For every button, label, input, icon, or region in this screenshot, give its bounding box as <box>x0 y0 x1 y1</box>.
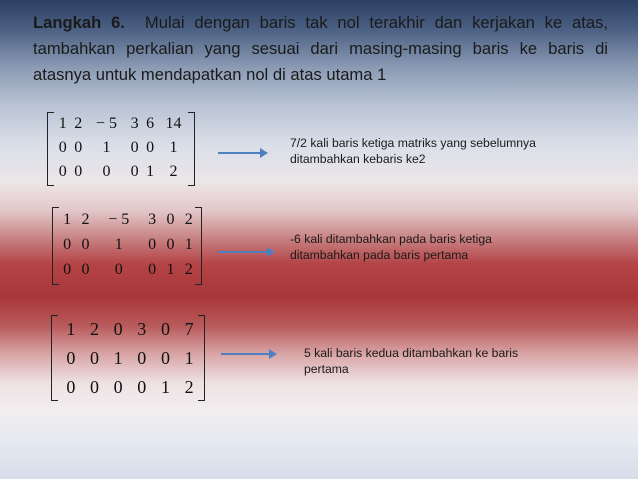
matrix-row <box>59 373 201 402</box>
matrix-cell: 0 <box>66 377 76 397</box>
right-bracket <box>188 112 195 186</box>
matrix-cell: 0 <box>63 260 72 278</box>
matrix-row <box>59 315 201 344</box>
matrix-cell: 6 <box>146 115 155 132</box>
matrix-row <box>58 232 198 257</box>
matrix-cell: 2 <box>74 115 83 132</box>
matrix-cell: 0 <box>81 260 90 278</box>
matrix-cell: 1 <box>146 163 155 180</box>
matrix-1 <box>47 112 195 186</box>
matrix-cell: 1 <box>102 139 111 156</box>
matrix-cell: 3 <box>148 210 157 228</box>
matrix-2 <box>52 207 202 285</box>
matrix-cell: 2 <box>184 377 194 397</box>
step-heading <box>33 10 608 88</box>
matrix-cell: 0 <box>130 163 139 180</box>
matrix-cell: 0 <box>114 260 123 278</box>
matrix-cell: − 5 <box>95 115 117 132</box>
matrix-cell: 0 <box>160 319 170 339</box>
matrix-cell: 1 <box>58 115 67 132</box>
matrix-cell: 0 <box>63 235 72 253</box>
matrix-cell: 1 <box>184 235 193 253</box>
matrix-cell: 0 <box>89 377 99 397</box>
note-3: 5 kali baris kedua ditambahkan ke baris pertama <box>304 346 519 376</box>
matrix-cell: 1 <box>63 210 72 228</box>
matrix-cell: 2 <box>169 163 178 180</box>
matrix-1-table <box>55 112 189 184</box>
matrix-cell: 0 <box>137 377 147 397</box>
matrix-3-table <box>59 315 201 402</box>
arrow-icon <box>218 152 266 154</box>
matrix-cell: 3 <box>137 319 147 339</box>
matrix-cell: 0 <box>66 348 76 368</box>
matrix-cell: 3 <box>130 115 139 132</box>
matrix-cell: 0 <box>81 235 90 253</box>
arrow-icon <box>221 353 275 355</box>
matrix-cell: 0 <box>130 139 139 156</box>
matrix-cell: 0 <box>166 210 175 228</box>
matrix-cell: 0 <box>58 163 67 180</box>
left-bracket <box>47 112 54 186</box>
matrix-cell: 0 <box>102 163 111 180</box>
matrix-cell: 0 <box>148 235 157 253</box>
step-label: Langkah 6. <box>33 13 125 32</box>
matrix-row <box>58 207 198 232</box>
matrix-row <box>55 160 189 184</box>
matrix-cell: 1 <box>160 377 170 397</box>
matrix-cell: 0 <box>74 163 83 180</box>
matrix-row <box>55 112 189 136</box>
matrix-cell: 0 <box>113 319 123 339</box>
matrix-cell: 0 <box>137 348 147 368</box>
matrix-cell: 2 <box>184 210 193 228</box>
matrix-row <box>58 257 198 282</box>
note-1: 7/2 kali baris ketiga matriks yang sebelumnya ditambahkan kebaris ke2 <box>290 136 536 166</box>
arrow-icon <box>218 251 273 253</box>
matrix-row <box>59 344 201 373</box>
matrix-cell: 1 <box>166 260 175 278</box>
matrix-2-table <box>58 207 198 282</box>
matrix-cell: 7 <box>184 319 194 339</box>
matrix-cell: 0 <box>146 139 155 156</box>
matrix-3 <box>51 315 205 401</box>
matrix-cell: 0 <box>148 260 157 278</box>
matrix-cell: 1 <box>114 235 123 253</box>
matrix-row <box>55 136 189 160</box>
matrix-cell: 1 <box>66 319 76 339</box>
matrix-cell: − 5 <box>108 210 130 228</box>
matrix-cell: 0 <box>113 377 123 397</box>
left-bracket <box>51 315 58 401</box>
matrix-cell: 2 <box>184 260 193 278</box>
matrix-cell: 0 <box>166 235 175 253</box>
matrix-cell: 14 <box>165 115 182 132</box>
matrix-cell: 1 <box>184 348 194 368</box>
matrix-cell: 0 <box>74 139 83 156</box>
matrix-cell: 0 <box>160 348 170 368</box>
matrix-cell: 0 <box>58 139 67 156</box>
matrix-cell: 2 <box>81 210 90 228</box>
matrix-cell: 2 <box>89 319 99 339</box>
matrix-cell: 0 <box>89 348 99 368</box>
matrix-cell: 1 <box>113 348 123 368</box>
note-2: -6 kali ditambahkan pada baris ketiga ditambahkan pada baris pertama <box>290 232 492 262</box>
matrix-cell: 1 <box>169 139 178 156</box>
step-description: Mulai dengan baris tak nol terakhir dan kerjakan ke atas, tambahkan perkalian yang sesuai dari masing-masing baris ke baris di atasnya untuk mendapatkan nol di atas utama 1 <box>33 13 608 84</box>
